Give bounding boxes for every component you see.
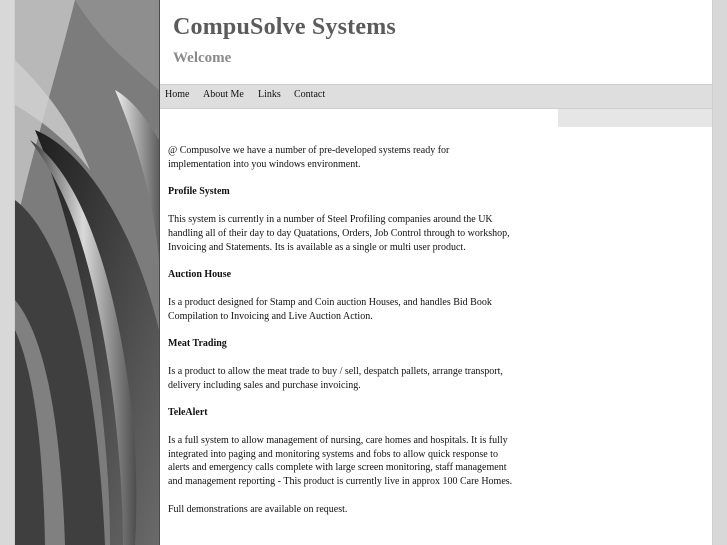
sidebar-strip bbox=[558, 109, 712, 127]
nav-link-about-me[interactable]: About Me bbox=[203, 89, 244, 100]
section-body: Is a product to allow the meat trade to buy / sell, despatch pallets, arrange transport, delivery including sales and purchase invoicing. bbox=[168, 365, 503, 391]
site-subtitle: Welcome bbox=[173, 50, 232, 66]
nav-link-home[interactable]: Home bbox=[165, 89, 190, 100]
site-header bbox=[160, 0, 712, 84]
section-heading: TeleAlert bbox=[168, 407, 208, 419]
section-heading: Auction House bbox=[168, 269, 232, 281]
nav-link-links[interactable]: Links bbox=[258, 89, 281, 100]
leaf-decorative-image bbox=[15, 0, 159, 545]
section-heading: Meat Trading bbox=[168, 338, 227, 350]
main-content bbox=[168, 144, 513, 530]
site-title: CompuSolve Systems bbox=[173, 14, 396, 40]
section-body: Is a product designed for Stamp and Coin auction Houses, and handles Bid Book Compilation to Invoicing and Live Auction Action. bbox=[168, 296, 492, 322]
intro-paragraph: @ Compusolve we have a number of pre-developed systems ready for implementation into you windows environment. bbox=[168, 145, 450, 170]
section-body: This system is currently in a number of Steel Profiling companies around the UK handling all of their day to day Quatations, Orders, Job Control through to workshop, Invoicing and Statements. Its is available as a single or multi user product. bbox=[168, 213, 510, 253]
nav-link-contact[interactable]: Contact bbox=[294, 89, 326, 100]
section-body: Is a full system to allow management of nursing, care homes and hospitals. It is fully integrated into paging and monitoring systems and fobs to allow quick response to alerts and emergency calls complete with large screen monitoring, staff management and management reporting - This product is currently live in approx 100 Care Homes. bbox=[168, 434, 513, 488]
main-navigation bbox=[160, 84, 712, 109]
left-gutter bbox=[0, 0, 14, 545]
section-heading: Profile System bbox=[168, 186, 230, 198]
closing-paragraph: Full demonstrations are available on request. bbox=[168, 503, 348, 515]
right-gutter bbox=[713, 0, 727, 545]
